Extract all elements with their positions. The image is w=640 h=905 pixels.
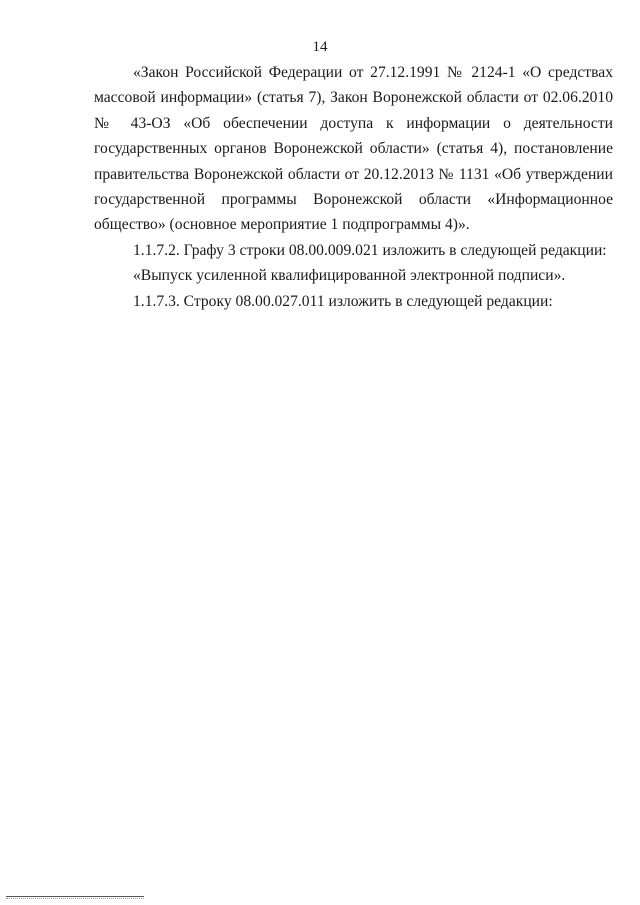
text-line: правительства Воронежской области от 20.12.2013 № 1131 «Об утверждении	[94, 165, 613, 183]
footer-rule-dotted	[6, 898, 144, 899]
paragraph-item-1-1-7-3: 1.1.7.3. Строку 08.00.027.011 изложить в следующей редакции:	[133, 292, 553, 310]
text-line: № 43-ОЗ «Об обеспечении доступа к информации о деятельности	[94, 114, 613, 132]
text-line: общество» (основное мероприятие 1 подпрограммы 4)».	[94, 216, 470, 234]
page-number: 14	[312, 39, 328, 55]
footer-rule	[6, 896, 144, 897]
text-line: государственной программы Воронежской области «Информационное	[94, 191, 613, 209]
text-line: государственных органов Воронежской области» (статья 4), постановление	[94, 140, 613, 158]
paragraph-item-1-1-7-2: 1.1.7.2. Графу 3 строки 08.00.009.021 изложить в следующей редакции:	[133, 241, 607, 259]
text-line: массовой информации» (статья 7), Закон Воронежской области от 02.06.2010	[94, 89, 613, 107]
paragraph-quoted-replacement: «Выпуск усиленной квалифицированной электронной подписи».	[133, 267, 566, 285]
paragraph-law-references	[94, 60, 613, 238]
text-line: «Закон Российской Федерации от 27.12.1991 № 2124-1 «О средствах	[133, 64, 613, 81]
document-body	[94, 60, 613, 314]
